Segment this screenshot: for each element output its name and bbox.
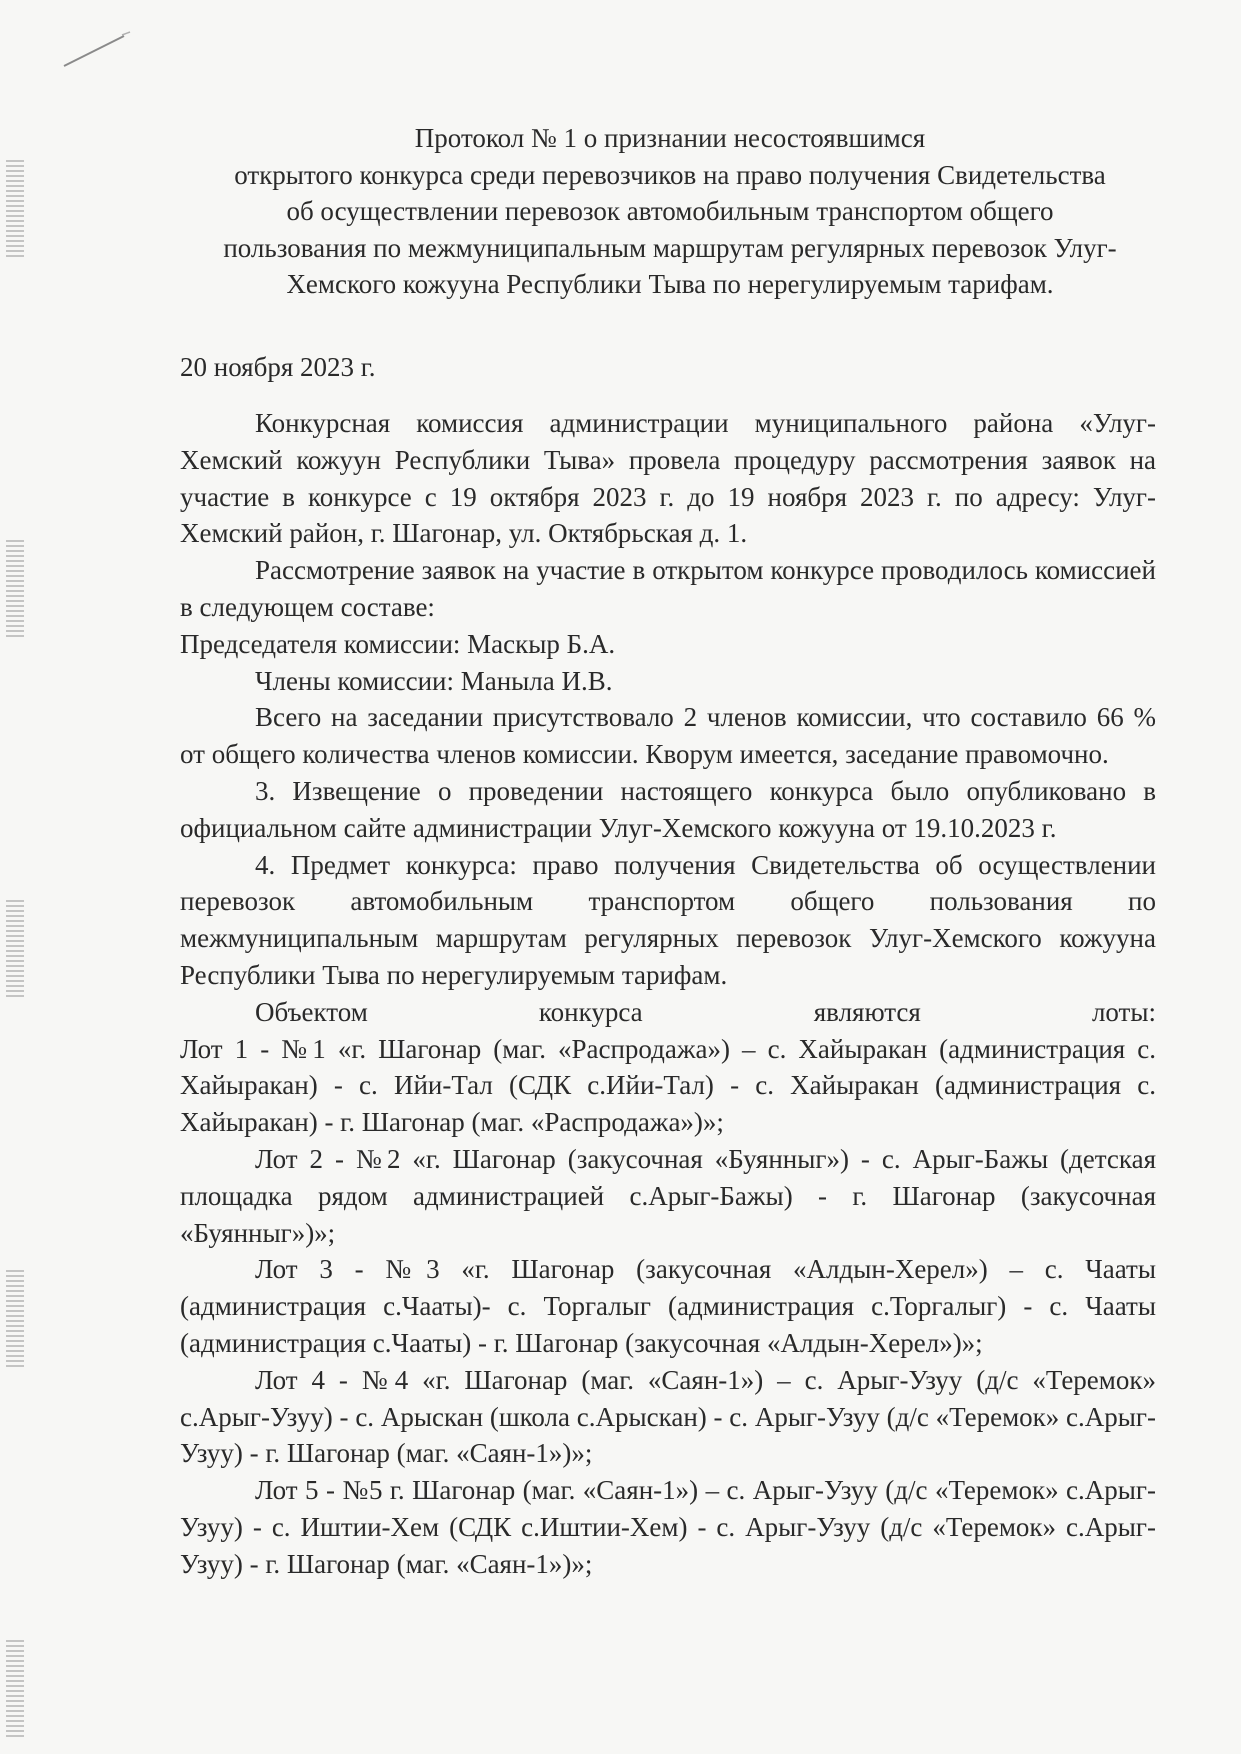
title-line: открытого конкурса среди перевозчиков на право получения Свидетельства: [234, 159, 1106, 190]
paragraph-review: Рассмотрение заявок на участие в открытом конкурсе проводилось комиссией в следующем составе:: [180, 555, 1156, 622]
lot-item: Лот 4 - №4 «г. Шагонар (маг. «Саян-1») – с. Арыг-Узуу (д/с «Теремок» с.Арыг-Узуу) - с. Арыскан (школа с.Арыскан) - с. Арыг-Узуу (д/с «Теремок» с.Арыг-Узуу) - г. Шагонар (маг. «Саян-1»)»;: [180, 1364, 1156, 1469]
document-title: [170, 120, 1170, 303]
paragraph-object: Объектом конкурса являются лоты:: [255, 996, 1156, 1027]
lot-item: Лот 3 - №3 «г. Шагонар (закусочная «Алдын-Херел») – с. Чааты (администрация с.Чааты)- с. Торгалыг (администрация с.Торгалыг) - с. Чааты (администрация с.Чааты) - г. Шагонар (закусочная «Алдын-Херел»)»;: [180, 1254, 1156, 1358]
lot-item: Лот 1 - №1 «г. Шагонар (маг. «Распродажа») – с. Хайыракан (администрация с. Хайыракан) - с. Ийи-Тал (СДК с.Ийи-Тал) - с. Хайыракан (администрация с. Хайыракан) - г. Шагонар (маг. «Распродажа»)»;: [180, 1033, 1156, 1138]
scan-edge-mark: [6, 160, 24, 260]
title-line: пользования по межмуниципальным маршрутам регулярных перевозок Улуг-: [223, 232, 1117, 263]
document-date: 20 ноября 2023 г.: [180, 352, 376, 382]
pen-mark: [62, 30, 132, 70]
paragraph-notice: 3. Извещение о проведении настоящего конкурса было опубликовано в официальном сайте администрации Улуг-Хемского кожууна от 19.10.2023 г.: [180, 775, 1156, 843]
scan-edge-mark: [6, 540, 24, 640]
lot-item: Лот 5 - №5 г. Шагонар (маг. «Саян-1») – с. Арыг-Узуу (д/с «Теремок» с.Арыг-Узуу) - с. Иштии-Хем (СДК с.Иштии-Хем) - с. Арыг-Узуу (д/с «Теремок» с.Арыг-Узуу) - г. Шагонар (маг. «Саян-1»)»;: [180, 1475, 1156, 1579]
title-line: Протокол № 1 о признании несостоявшимся: [414, 123, 926, 153]
scan-edge-mark: [6, 1270, 24, 1370]
paragraph-subject: 4. Предмет конкурса: право получения Свидетельства об осуществлении перевозок автомобильным транспортом общего пользования по межмуниципальным маршрутам регулярных перевозок Улуг-Хемского кожууна Республики Тыва по нерегулируемым тарифам.: [180, 849, 1156, 990]
chairman-line: Председателя комиссии: Маскыр Б.А.: [180, 628, 616, 659]
scan-edge-mark: [6, 1640, 24, 1740]
title-line: об осуществлении перевозок автомобильным транспортом общего: [286, 196, 1054, 226]
members-line: Члены комиссии: Маныла И.В.: [255, 665, 613, 696]
title-line: Хемского кожууна Республики Тыва по нерегулируемым тарифам.: [286, 269, 1054, 299]
document-body: [180, 405, 1156, 1583]
paragraph-quorum: Всего на заседании присутствовало 2 членов комиссии, что составило 66 % от общего количества членов комиссии. Кворум имеется, заседание правомочно.: [180, 702, 1156, 770]
lot-item: Лот 2 - №2 «г. Шагонар (закусочная «Буянныг») - с. Арыг-Бажы (детская площадка рядом администрацией с.Арыг-Бажы) - г. Шагонар (закусочная «Буянныг»)»;: [180, 1143, 1156, 1248]
paragraph-commission: Конкурсная комиссия администрации муниципального района «Улуг-Хемский кожуун Республики Тыва» провела процедуру рассмотрения заявок на участие в конкурсе с 19 октября 2023 г. до 19 ноября 2023 г. по адресу: Улуг-Хемский район, г. Шагонар, ул. Октябрьская д. 1.: [180, 408, 1156, 549]
scan-edge-mark: [6, 900, 24, 1000]
